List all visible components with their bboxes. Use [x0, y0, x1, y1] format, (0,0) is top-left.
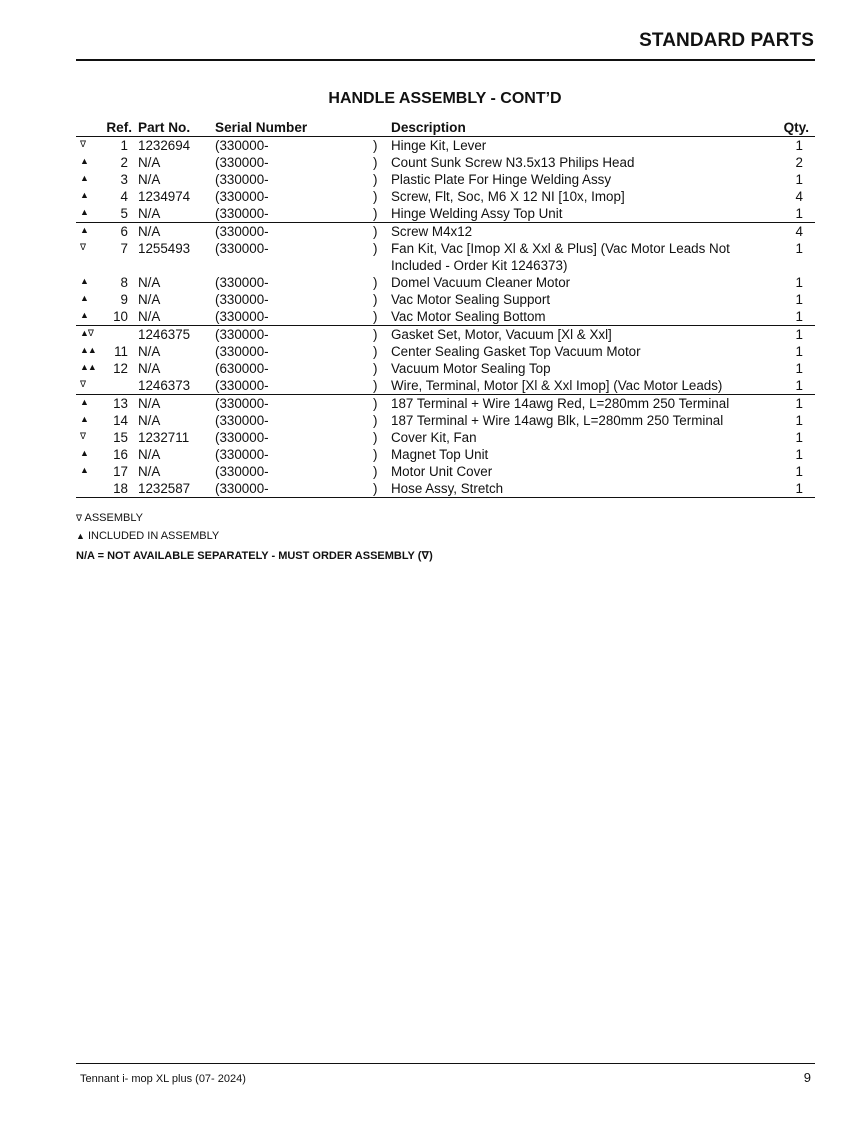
row-ref [104, 326, 134, 344]
parts-table-body [76, 137, 815, 498]
row-serial-number: (330000- [215, 155, 269, 170]
row-description: Plastic Plate For Hinge Welding Assy [391, 172, 612, 187]
legend-included-text: INCLUDED IN ASSEMBLY [87, 530, 220, 542]
row-serial-number: (330000- [215, 413, 269, 428]
legend-assembly [76, 511, 433, 529]
row-description: Wire, Terminal, Motor [Xl & Xxl Imop] (Vac Motor Leads) [389, 377, 775, 395]
row-part-number: 1255493 [138, 241, 191, 256]
row-part-number: 1246373 [134, 377, 215, 395]
row-ref: 10 [104, 308, 134, 326]
row-symbol-icon [76, 480, 104, 498]
row-serial-number: (630000- [215, 361, 269, 376]
row-serial-number: (330000- [215, 189, 269, 204]
row-serial-number: (330000- [215, 275, 269, 290]
row-part-number: 1234974 [138, 189, 191, 204]
row-serial-close: ) [369, 308, 389, 326]
row-qty: 1 [775, 308, 815, 326]
row-description: Hinge Welding Assy Top Unit [389, 205, 775, 223]
row-qty: 1 [795, 430, 803, 445]
row-symbol-icon: ▲ [76, 308, 104, 326]
table-row [76, 274, 815, 291]
row-qty: 1 [795, 361, 803, 376]
row-qty: 1 [795, 292, 803, 307]
table-row [76, 171, 815, 188]
row-ref: 5 [104, 205, 134, 223]
row-description: Screw, Flt, Soc, M6 X 12 NI [10x, Imop] [391, 189, 625, 204]
row-qty: 2 [795, 155, 803, 170]
row-description: 187 Terminal + Wire 14awg Blk, L=280mm 250 Terminal [391, 413, 724, 428]
footer-text: Tennant i- mop XL plus (07- 2024) [80, 1073, 246, 1085]
row-description: Magnet Top Unit [391, 447, 489, 462]
table-row [76, 412, 815, 429]
row-serial-number: (330000- [215, 292, 269, 307]
assembly-symbol-icon: ∇ [76, 513, 83, 523]
row-serial-number: (330000- [215, 377, 369, 395]
section-title: HANDLE ASSEMBLY - CONT’D [328, 90, 562, 107]
row-serial-number: (330000- [215, 327, 269, 342]
row-serial-close: ) [373, 224, 378, 239]
row-qty: 1 [795, 413, 803, 428]
row-serial-close: ) [369, 480, 389, 498]
paren-column-header [369, 118, 389, 137]
row-symbol-icon: ▲ [80, 190, 88, 200]
serial-number-column-header: Serial Number [215, 118, 369, 137]
row-serial-close: ) [369, 205, 389, 223]
row-ref: 13 [113, 396, 128, 411]
row-qty: 1 [775, 377, 815, 395]
table-row [76, 360, 815, 377]
row-serial-close: ) [373, 155, 378, 170]
row-qty: 1 [795, 138, 803, 153]
table-row [76, 291, 815, 308]
row-description: Hinge Kit, Lever [391, 138, 487, 153]
row-qty: 1 [775, 205, 815, 223]
row-ref: 17 [113, 464, 128, 479]
row-part-number: N/A [138, 361, 161, 376]
row-ref: 15 [113, 430, 128, 445]
table-row [76, 395, 815, 413]
row-serial-number: (330000- [215, 241, 269, 256]
row-qty: 1 [795, 172, 803, 187]
row-part-number: N/A [138, 172, 161, 187]
footer-divider [76, 1063, 815, 1064]
legend-included [76, 529, 433, 547]
row-serial-number: (330000- [215, 138, 269, 153]
row-serial-close: ) [373, 241, 378, 256]
row-ref [104, 377, 134, 395]
row-ref: 4 [120, 189, 128, 204]
row-description: Count Sunk Screw N3.5x13 Philips Head [391, 155, 635, 170]
row-serial-number: (330000- [215, 464, 269, 479]
row-part-number: N/A [138, 464, 161, 479]
row-ref: 6 [120, 224, 128, 239]
row-ref: 18 [104, 480, 134, 498]
header-divider [76, 59, 815, 61]
row-serial-number: (330000- [215, 480, 369, 498]
row-serial-close: ) [373, 464, 378, 479]
row-part-number: N/A [134, 308, 215, 326]
row-serial-close: ) [373, 138, 378, 153]
row-ref: 8 [120, 275, 128, 290]
row-symbol-icon: ▲▲ [80, 345, 96, 355]
row-description: Gasket Set, Motor, Vacuum [Xl & Xxl] [391, 327, 612, 342]
row-ref: 1 [120, 138, 128, 153]
row-serial-number: (330000- [215, 396, 269, 411]
page-number: 9 [803, 1070, 811, 1085]
row-ref: 11 [114, 344, 128, 359]
row-symbol-icon: ▲ [80, 225, 88, 235]
table-row [76, 308, 815, 326]
row-description: Hose Assy, Stretch [389, 480, 775, 498]
row-qty: 4 [795, 224, 803, 239]
row-part-number: 1232587 [134, 480, 215, 498]
table-row [76, 137, 815, 155]
row-qty: 1 [795, 327, 803, 342]
legend-note: N/A = NOT AVAILABLE SEPARATELY - MUST ORDER ASSEMBLY (∇) [76, 550, 433, 562]
description-column-header: Description [389, 118, 775, 137]
row-serial-number: (330000- [215, 430, 269, 445]
row-symbol-icon: ▲ [80, 293, 88, 303]
table-row [76, 463, 815, 480]
row-qty: 1 [795, 344, 803, 359]
row-symbol-icon: ▲ [80, 276, 88, 286]
row-part-number: N/A [138, 224, 161, 239]
row-symbol-icon: ▲ [76, 205, 104, 223]
row-part-number: N/A [134, 205, 215, 223]
row-symbol-icon: ∇ [80, 139, 86, 149]
row-description: Domel Vacuum Cleaner Motor [391, 275, 571, 290]
row-ref: 16 [113, 447, 128, 462]
legend-assembly-text: ASSEMBLY [84, 512, 143, 524]
row-symbol-icon: ▲ [80, 448, 88, 458]
row-description: Vac Motor Sealing Support [391, 292, 551, 307]
row-description: Screw M4x12 [391, 224, 473, 239]
row-serial-number: (330000- [215, 308, 369, 326]
row-serial-close: ) [373, 344, 378, 359]
row-serial-close: ) [369, 377, 389, 395]
row-ref: 14 [113, 413, 128, 428]
row-serial-number: (330000- [215, 224, 269, 239]
row-part-number: N/A [138, 447, 161, 462]
row-serial-number: (330000- [215, 172, 269, 187]
table-row [76, 326, 815, 344]
row-qty: 1 [775, 480, 815, 498]
row-ref: 2 [120, 155, 128, 170]
row-qty: 1 [795, 464, 803, 479]
row-description: Fan Kit, Vac [Imop Xl & Xxl & Plus] (Vac Motor Leads Not Included - Order Kit 1246373) [391, 241, 730, 273]
row-part-number: N/A [138, 413, 161, 428]
row-symbol-icon: ▲ [80, 414, 88, 424]
row-symbol-icon: ∇ [80, 431, 86, 441]
row-serial-number: (330000- [215, 447, 269, 462]
row-serial-close: ) [373, 430, 378, 445]
parts-table [76, 118, 815, 498]
table-row [76, 446, 815, 463]
part-no-column-header: Part No. [134, 118, 215, 137]
qty-column-header: Qty. [775, 118, 815, 137]
page-header-title: STANDARD PARTS [639, 30, 814, 51]
table-row [76, 188, 815, 205]
row-serial-close: ) [373, 327, 378, 342]
row-part-number: N/A [138, 292, 161, 307]
row-serial-close: ) [373, 361, 378, 376]
row-serial-number: (330000- [215, 344, 269, 359]
row-part-number: 1246375 [138, 327, 191, 342]
row-symbol-icon: ▲ [80, 397, 88, 407]
table-row [76, 429, 815, 446]
row-ref: 12 [113, 361, 128, 376]
row-serial-close: ) [373, 396, 378, 411]
table-row [76, 205, 815, 223]
table-row [76, 223, 815, 241]
row-serial-close: ) [373, 172, 378, 187]
row-qty: 1 [795, 396, 803, 411]
row-symbol-icon: ▲ [80, 156, 88, 166]
row-description: Motor Unit Cover [391, 464, 493, 479]
row-description: 187 Terminal + Wire 14awg Red, L=280mm 250 Terminal [391, 396, 730, 411]
row-qty: 1 [795, 447, 803, 462]
row-serial-number: (330000- [215, 205, 369, 223]
row-description: Vac Motor Sealing Bottom [389, 308, 775, 326]
row-ref: 7 [120, 241, 128, 256]
row-symbol-icon: ∇ [80, 242, 86, 252]
row-serial-close: ) [373, 275, 378, 290]
included-symbol-icon: ▲ [76, 531, 85, 541]
table-row [76, 240, 815, 274]
row-ref: 9 [120, 292, 128, 307]
row-description: Cover Kit, Fan [391, 430, 477, 445]
row-qty: 4 [795, 189, 803, 204]
legend [76, 511, 433, 562]
table-row [76, 480, 815, 498]
row-part-number: N/A [138, 396, 161, 411]
row-part-number: N/A [138, 155, 161, 170]
row-symbol-icon: ∇ [76, 377, 104, 395]
row-serial-close: ) [373, 189, 378, 204]
row-part-number: N/A [138, 344, 161, 359]
row-qty: 1 [795, 275, 803, 290]
symbol-column-header [76, 118, 104, 137]
ref-column-header: Ref. [104, 118, 134, 137]
row-part-number: 1232711 [138, 430, 190, 445]
table-row [76, 154, 815, 171]
table-row [76, 343, 815, 360]
row-serial-close: ) [373, 447, 378, 462]
row-symbol-icon: ▲∇ [80, 328, 93, 338]
row-serial-close: ) [373, 413, 378, 428]
table-row [76, 377, 815, 395]
table-header-row [76, 118, 815, 137]
row-symbol-icon: ▲ [80, 173, 88, 183]
row-description: Vacuum Motor Sealing Top [391, 361, 551, 376]
row-symbol-icon: ▲▲ [80, 362, 96, 372]
row-part-number: 1232694 [138, 138, 191, 153]
row-ref: 3 [120, 172, 128, 187]
row-description: Center Sealing Gasket Top Vacuum Motor [391, 344, 641, 359]
row-part-number: N/A [138, 275, 161, 290]
row-serial-close: ) [373, 292, 378, 307]
row-symbol-icon: ▲ [80, 465, 88, 475]
row-qty: 1 [795, 241, 803, 256]
